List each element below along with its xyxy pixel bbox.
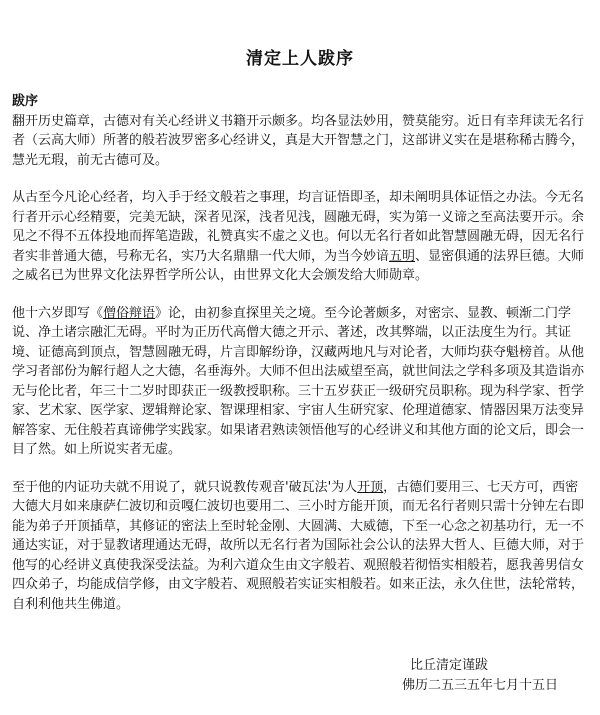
underlined-term-2: 开顶 [357, 479, 384, 495]
paragraph-1-text-a: 从古至今凡论心经者，均入手于经文般若之事理，均言证悟即圣，却未阐明具体证悟之办法。今无名行者开示心经精要，完美无缺，深者见深，浅者见浅，圆融无碍，实为第一义谛之至高法要开示。余见之不得不五体投地而挥笔造跋，礼赞真实不虚之义也。何以无名行者如此智慧圆融无碍，因无名行者实非普通大德，号称无名，实乃大名鼎鼎一代大师，为当今妙谙 [12, 190, 585, 264]
paragraph-2 [12, 304, 586, 460]
paragraph-3-text-a: 至于他的内证功夫就不用说了，就只说教传观音'破瓦法'为人 [12, 479, 358, 495]
underlined-book-title: 僧俗辩语 [103, 305, 156, 321]
paragraph-3 [12, 478, 586, 615]
paragraph-2-text-b: 》论，由初参直探里关之境。至今论著颇多，对密宗、显教、顿渐二门学说、净土诸宗融汇无碍。平时为正历代高僧大德之开示、著述，改其弊端，以正法度生为行。其证境、证德高到顶点，智慧圆融无碍，片言即解纷诤，汉藏两地凡与对论者，大师均获夺魁榜首。从他学习者部份为解行超人之大德，名垂海外。大师不但出法威望至高，就世间法之学科多项及其造诣亦无与伦比者，年三十二岁时即获正一级教授职称。三十五岁获正一级研究员职称。现为科学家、哲学家、艺术家、医学家、逻辑辩论家、智课理相家、宇宙人生研究家、伦理道德家、情器因果万法变异解答家、无住般若真谛佛学实践家。如果诸君熟读领悟他写的心经讲义和其他方面的论文后，即会一目了然。如上所说实者无虚。 [12, 305, 585, 457]
page-title: 清定上人跋序 [246, 49, 354, 69]
underlined-term: 五明 [389, 248, 416, 264]
paragraph-intro: 翻开历史篇章，古德对有关心经讲义书籍开示颇多。均各显法妙用，赞莫能穷。近日有幸拜读无名行者（云高大师）所著的般若波罗密多心经讲义，真是大开智慧之门，这部讲义实在是堪称稀古腾今，慧光无瑕，前无古德可及。 [12, 113, 585, 168]
paragraph-1-text-b: 、显密俱通的法界巨德。大师之威名已为世界文化法界哲学所公认，由世界文化大会颁发给大师勋章。 [12, 248, 585, 283]
paragraph-1 [12, 188, 586, 286]
paragraph-3-text-b: ，古德们要用三、七天方可，西密大德大月如来康萨仁波切和贡嘎仁波切也要用二、三小时方能开顶，而无名行者则只需十分钟左右即能为弟子开顶插草，其修证的密法上至时轮金刚、大圆满、大威德，下至一心念之初基功行，无一不通达实证，对于显教诸理通达无碍，故所以无名行者为国际社会公认的法界大哲人、巨德大师，对于他写的心经讲义真使我深受法益。为利六道众生由文字般若、观照般若彻悟实相般若，愿我善男信女四众弟子，均能成信学修，由文字般若、观照般若实证实相般若。如来正法，永久住世，法轮常转，自利利他共生佛道。 [12, 479, 585, 612]
signature: 比丘清定谨跋 [409, 658, 488, 673]
signature-date: 佛历二五三五年七月十五日 [401, 678, 558, 693]
section-label: 跋序 [12, 94, 39, 109]
paragraph-2-text-a: 他十六岁即写《 [12, 305, 104, 321]
document-body [12, 92, 586, 614]
